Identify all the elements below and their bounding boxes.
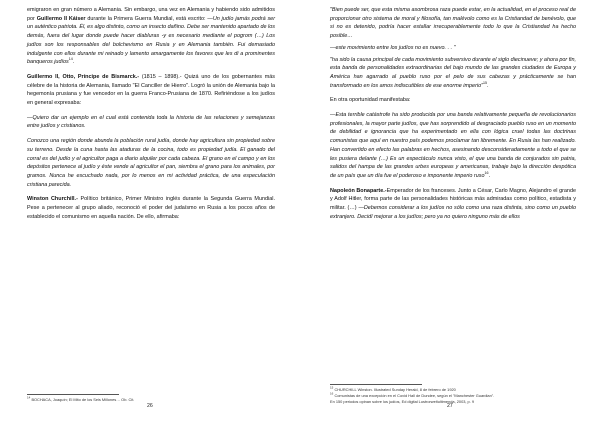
text-run: emigraron en gran número a Alemania. Sin embargo, una vez en Alemania y habiendo sido admitidos por xyxy=(27,7,275,22)
footnote-reference: 15 xyxy=(483,80,488,85)
body-paragraph xyxy=(330,6,576,41)
italic-quote-run: —Quiero dar un ejemplo en el cual está contenida toda la historia de las relaciones y semejanzas entre judíos y cristianos. xyxy=(27,114,275,130)
body-paragraph xyxy=(27,114,275,131)
page-number: 27 xyxy=(447,403,453,409)
body-paragraph xyxy=(330,187,576,222)
body-paragraph xyxy=(27,6,275,67)
body-paragraph xyxy=(330,44,576,53)
footnote-rule xyxy=(27,394,119,395)
italic-quote-run: —Debemos considerar a los judíos no sólo como una raza distinta, sino como un pueblo extranjero. Decidí mejorar a los judíos; pero ya no quiero ninguno más de ellos xyxy=(330,205,576,220)
right-page xyxy=(300,0,600,424)
footnote xyxy=(330,399,576,405)
italic-quote-run: —Un judío jamás podrá ser un auténtico patriota. Él, es algo distinto, como un insecto dañino. Debe ser mantenido apartado de los demás, fuera del lugar donde puede hacer diabluras -y es necesario mediante el pogrom (…) Los judíos son los responsables del bolchevismo en Rusia y en Alemania también. Fui demasiado indulgente con ellos durante mi reinado y lamento amargamente los favores que les di a prominentes banqueros judíos xyxy=(27,15,276,66)
text-run: durante la Primera Guerra Mundial, está escrito: xyxy=(85,15,208,22)
footnote-text: Comunistas de una excepción en el Covid Hall de Dundee, según el "Manchester Guardian". xyxy=(334,393,495,398)
bold-heading-run: Guillermo II, Otto, Príncipe de Bismarck.- xyxy=(27,73,140,80)
italic-quote-run: "Bien puede ser, que esta misma asombrosa raza puede estar, en la actualidad, en el proceso real de proporcionar otro sistema de moral y filosofía, tan malévolo como es la Cristiandad de benévolo, que si no es detenido, podría hacer estallar irrecuperablemente todo lo que la Cristiandad ha hecho posible… xyxy=(330,7,576,40)
text-run: En otra oportunidad manifestaba: xyxy=(330,97,411,104)
body-paragraph xyxy=(27,73,275,108)
bold-heading-run: Guillermo II Káiser xyxy=(36,15,86,22)
right-page-body xyxy=(330,6,576,227)
body-paragraph xyxy=(330,111,576,181)
left-page-body xyxy=(27,6,275,227)
body-paragraph xyxy=(27,195,275,221)
footnote-text: CHURCHILL Winston. Illustrated Sunday Herald, 8 de febrero de 1920 xyxy=(334,387,456,392)
text-run: (1815 – 1898).- Quizá uno de los gobernantes más célebre de la historia de Alemania, llamado "El Canciller de Hierro". Logró la unión de Alemania bajo la hegemonía prusiana y fue vencedor en la guerra Franco-Prusiana de 1870. Refiriéndose a los judíos en general expresaba: xyxy=(27,73,275,107)
footnote-reference: 16 xyxy=(484,171,489,176)
italic-quote-run: —Esta terrible catástrofe ha sido producida por una banda relativamente pequeña de revolucionarios profesionales, la mayor parte judíos, que has sorprendido al desgraciado pueblo ruso en un momento de debilidad e ignorancia que ha experimentado en ella con lógica cruel todas las doctrinas comunistas que aquí en nuestro país podemos proclamar tan libremente. En Rusia las han realizado. Han convertido en efecto las palabras en hechos, asesinando desconsideradamente a todo el que se les pusiera delante (…) Es un espectáculo nunca visto, el que una banda de conjurados sin patria, salidos del hampa de las grandes urbes europeas y americanas, trabaje bajo la dirección despótica de un país que un día fue el poderoso e imponente imperio ruso xyxy=(330,112,576,179)
bold-heading-run: Winston Churchill.- xyxy=(27,196,78,203)
italic-quote-run: "ha sido la causa principal de cada movimiento subversivo durante el siglo diecinueve; y ahora por fin, esta banda de personalidades extraordinarias del bajo mundo de las grandes ciudades de Europa y América han agarrado al pueblo ruso por el pelo de sus cabezas y prácticamente se han transformado en los amos indiscutibles de ese enorme imperio" xyxy=(330,56,576,89)
footnote-rule xyxy=(330,384,422,385)
footnote-reference: 14 xyxy=(68,57,73,62)
bold-heading-run: Napoleón Bonaparte.- xyxy=(330,187,387,194)
text-run: Político británico, Primer Ministro inglés durante la Segunda Guerra Mundial. Pese a pertenecer al grupo aliado, reconoció el poder del judaísmo en Rusia a los pocos años de establecido el comunismo en aquella nación. De ello, afirmaba: xyxy=(27,196,275,220)
right-page-footnotes xyxy=(330,387,576,405)
text-run: . xyxy=(487,82,489,89)
footnote-mark: 15 xyxy=(330,385,334,390)
text-run: . xyxy=(72,59,75,66)
body-paragraph xyxy=(330,96,576,105)
text-run: Emperador de los franceses. Junto a César, Carlo Magno, Alejandro el grande y Adolf Hitler, forma parte de las personalidades históricas más admiradas como político, estadista y militar. (…) xyxy=(330,187,577,212)
footnote-text: BOCHACA, Joaquín; El Mito de los Seis Millones… Ob. Cit. xyxy=(31,397,135,402)
text-run: . xyxy=(488,172,490,179)
footnote-text: En 150 periodos opinan sobre los judíos, Ed digital Lustrorweltultimenda, 2003, p. 9 xyxy=(330,399,475,404)
page-number: 26 xyxy=(147,403,153,409)
body-paragraph xyxy=(330,56,576,91)
body-paragraph xyxy=(27,137,275,189)
footnote-mark: 14 xyxy=(27,395,31,400)
footnote-mark: 16 xyxy=(330,391,334,396)
italic-quote-run: —este movimiento entre los judíos no es nuevo. . . " xyxy=(330,44,456,51)
italic-quote-run: Conozco una región donde abunda la población rural judía, donde hay agricultura sin propiedad sobre su terreno. Desde la cuna hasta las ataduras de la cocina, todo es propiedad judía. El ganado del corral es del judío y el agricultor paga a diario alquiler por cada cabeza. El grano en el campo y en los depósitos pertenece al judío y éste vende al agricultor el pan, siembra el grano para los animales, por gramos. Nunca he escuchado nada, por lo menos en mi actividad práctica, de una especulación cristiana parecida. xyxy=(27,138,275,188)
